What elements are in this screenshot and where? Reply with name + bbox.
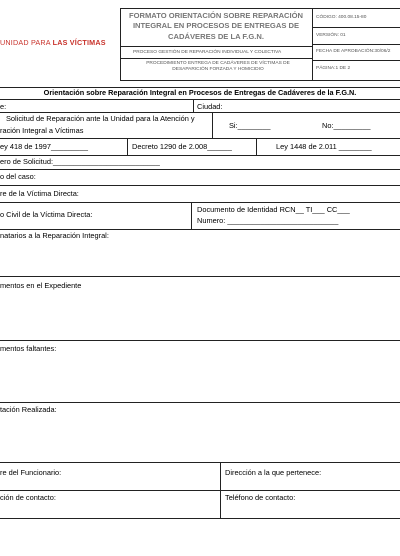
row-line-docs-in-file: [0, 340, 400, 341]
city-label: Ciudad:: [197, 102, 223, 111]
col-line-law-a: [127, 138, 128, 155]
civil-status-field[interactable]: o Civil de la Víctima Directa:: [0, 210, 93, 219]
row-line-official: [0, 490, 400, 491]
request-yes-field[interactable]: Si:________: [229, 121, 271, 130]
col-line-official: [220, 462, 221, 518]
official-name-field[interactable]: re del Funcionario:: [0, 468, 62, 477]
col-line-law-b: [256, 138, 257, 155]
header-left-border: [120, 8, 121, 80]
col-line-city: [193, 99, 194, 112]
row-line-missing-docs: [0, 402, 400, 403]
header-top-border: [120, 8, 400, 9]
request-label-line1: Solicitud de Reparación ante la Unidad para la Atención y: [6, 114, 195, 123]
row-line-title: [0, 99, 400, 100]
header-right-divider-3: [312, 60, 400, 61]
row-line-victim-name: [0, 202, 400, 203]
row-line-orientation: [0, 462, 400, 463]
decree-1290-field[interactable]: Decreto 1290 de 2.008______: [132, 142, 232, 151]
process-label: PROCESO GESTIÓN DE REPARACIÓN INDIVIDUAL Y COLECTIVA: [133, 50, 282, 55]
header-row-divider-2: [120, 58, 312, 59]
section-title: Orientación sobre Reparación Integral en Procesos de Entregas de Cadáveres de la F.G.N.: [43, 88, 357, 97]
row-line-laws: [0, 155, 400, 156]
approval-date: FECHA DE APROBACIÓN:30/06/2: [316, 49, 391, 54]
row-line-civil-status: [0, 229, 400, 230]
date-label: e:: [0, 102, 7, 111]
row-line-date: [0, 112, 400, 113]
row-line-request-number: [0, 169, 400, 170]
contact-address-field[interactable]: ción de contacto:: [0, 493, 56, 502]
law-418-field[interactable]: ey 418 de 1997_________: [0, 142, 88, 151]
case-number-field[interactable]: o del caso:: [0, 172, 36, 181]
col-line-request: [212, 112, 213, 138]
logo-prefix: UNIDAD PARA: [0, 38, 51, 47]
row-line-beneficiaries: [0, 276, 400, 277]
header-right-divider-2: [312, 44, 400, 45]
procedure-label: PROCEDIMIENTO ENTREGA DE CADÁVERES DE VÍCTIMAS DE DESAPARICIÓN FORZADA Y HOMICIDIO: [146, 61, 290, 73]
docs-in-file-field[interactable]: mentos en el Expediente: [0, 281, 82, 290]
header-right-divider-1: [312, 27, 400, 28]
request-label-line2: ración Integral a Víctimas: [0, 126, 84, 135]
victim-name-field[interactable]: re de la Víctima Directa:: [0, 189, 79, 198]
beneficiaries-field[interactable]: natarios a la Reparación Integral:: [0, 231, 109, 240]
logo-emphasis: LAS VÍCTIMAS: [52, 38, 106, 47]
contact-phone-field[interactable]: Teléfono de contacto:: [225, 493, 296, 502]
form-bottom-border: [0, 518, 400, 519]
row-line-request: [0, 138, 400, 139]
request-no-field[interactable]: No:_________: [322, 121, 371, 130]
format-title: FORMATO ORIENTACIÓN SOBRE REPARACIÓN INTEGRAL EN PROCESOS DE ENTREGAS DE CADÁVERES DE LA F.G.N.: [128, 11, 304, 41]
law-1448-field[interactable]: Ley 1448 de 2.011 ________: [276, 142, 372, 151]
col-line-id: [191, 202, 192, 229]
id-document-field[interactable]: Documento de Identidad RCN__ TI___ CC___: [197, 205, 350, 214]
id-number-field[interactable]: Numero: ___________________________: [197, 216, 339, 225]
row-line-case: [0, 185, 400, 186]
document-code: CÓDIGO: 400.08.15-80: [316, 15, 367, 20]
official-address-field[interactable]: Dirección a la que pertenece:: [225, 468, 322, 477]
orientation-done-field[interactable]: tación Realizada:: [0, 405, 57, 414]
page-number: PÁGINA:1 DE 2: [316, 66, 351, 71]
missing-docs-field[interactable]: mentos faltantes:: [0, 344, 57, 353]
header-bottom-border: [120, 80, 400, 81]
request-number-field[interactable]: ero de Solicitud:__________________________: [0, 157, 160, 166]
header-row-divider-1: [120, 46, 312, 47]
unidad-victimas-logo: [0, 38, 106, 47]
document-version: VERSIÓN: 01: [316, 33, 346, 38]
